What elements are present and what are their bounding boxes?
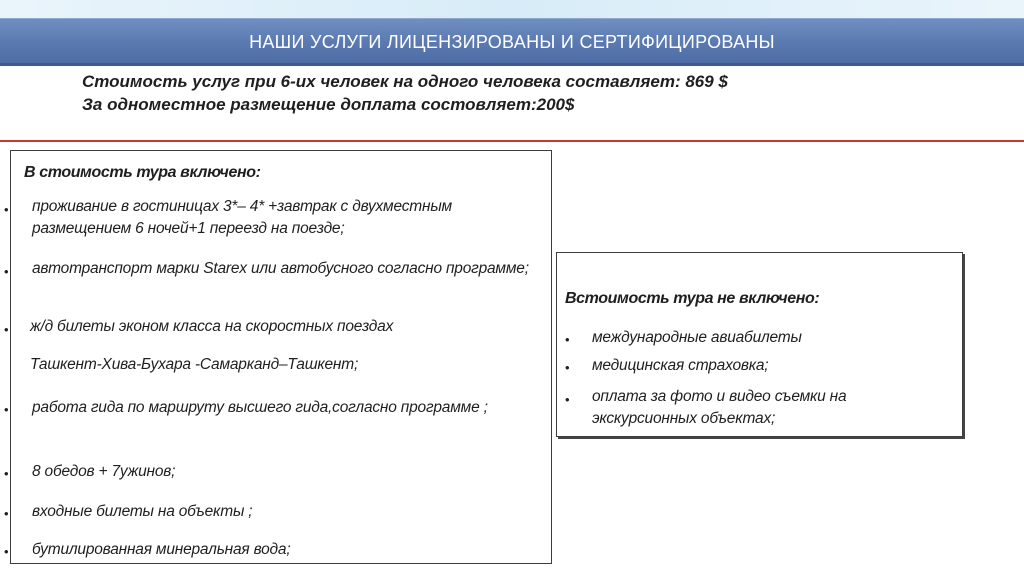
bullet-icon: • xyxy=(4,544,9,559)
included-item-transport: автотранспорт марки Starex или автобусного согласно программе; xyxy=(32,260,529,277)
included-item-accommodation: проживание в гостиницах 3*– 4* +завтрак с двухместным размещением 6 ночей+1 переезд на поезде; xyxy=(32,198,452,237)
bullet-icon: • xyxy=(4,402,9,417)
included-item-meals: 8 обедов + 7ужинов; xyxy=(32,463,176,480)
page-title: НАШИ УСЛУГИ ЛИЦЕНЗИРОВАНЫ И СЕРТИФИЦИРОВАНЫ xyxy=(249,32,775,52)
included-item-guide: работа гида по маршруту высшего гида,согласно программе ; xyxy=(32,399,488,416)
excluded-heading: Встоимость тура не включено: xyxy=(565,290,820,307)
bullet-icon: • xyxy=(4,322,9,337)
section-divider xyxy=(0,140,1024,142)
excluded-item-photo-video: оплата за фото и видео съемки на экскурсионных объектах; xyxy=(592,388,847,427)
included-item-entry-tickets: входные билеты на объекты ; xyxy=(32,503,253,520)
bullet-icon: • xyxy=(4,466,9,481)
bullet-icon: • xyxy=(4,506,9,521)
bullet-icon: • xyxy=(565,332,570,347)
included-heading: В стоимость тура включено: xyxy=(24,164,261,181)
bullet-icon: • xyxy=(4,264,9,279)
excluded-item-flights: международные авиабилеты xyxy=(592,329,802,346)
bullet-icon: • xyxy=(565,392,570,407)
price-block xyxy=(82,70,982,116)
bullet-icon: • xyxy=(565,360,570,375)
included-item-water: бутилированная минеральная вода; xyxy=(32,541,291,558)
bullet-icon: • xyxy=(4,202,9,217)
included-item-rail-tickets: ж/д билеты эконом класса на скоростных поездах xyxy=(30,318,394,335)
excluded-item-insurance: медицинская страховка; xyxy=(592,357,769,374)
included-item-rail-route: Ташкент-Хива-Бухара -Самарканд–Ташкент; xyxy=(30,356,359,373)
price-line-single-supplement: За одноместное размещение доплата состовляет:200$ xyxy=(82,95,575,114)
price-line-group: Стоимость услуг при 6-их человек на одного человека составляет: 869 $ xyxy=(82,72,728,91)
